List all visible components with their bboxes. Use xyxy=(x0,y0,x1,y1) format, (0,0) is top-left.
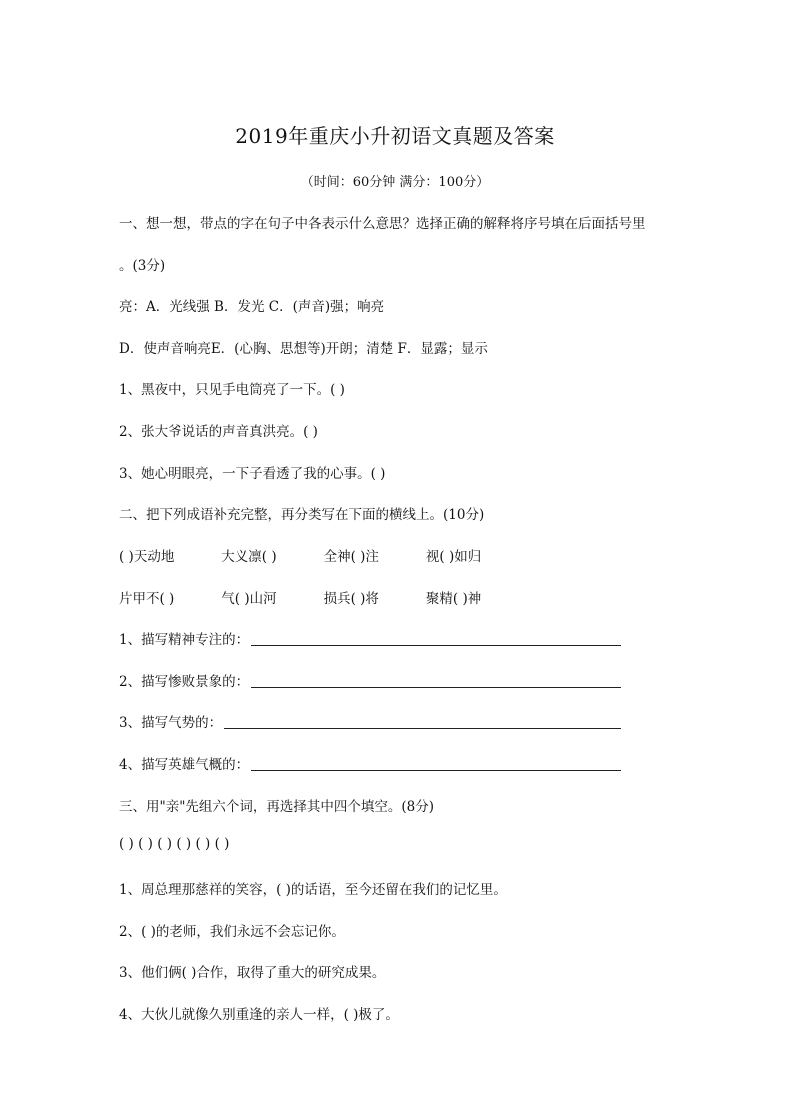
fill-line-2 xyxy=(119,670,621,690)
fill-line-3 xyxy=(119,711,621,731)
section2-heading: 二、把下列成语补充完整，再分类写在下面的横线上。(10分) xyxy=(119,507,485,523)
fill-label: 2、描写惨败景象的： xyxy=(119,674,250,690)
answer-line xyxy=(251,687,621,688)
answer-line xyxy=(224,728,621,729)
section1-heading: 一、想一想，带点的字在句子中各表示什么意思？选择正确的解释将序号填在后面括号里 xyxy=(119,216,646,232)
idiom-item: 视( )如归 xyxy=(425,549,482,565)
section3-question-2: 2、( )的老师，我们永远不会忘记你。 xyxy=(119,924,345,940)
idiom-item: 损兵( )将 xyxy=(323,591,379,607)
idiom-item: 片甲不( ) xyxy=(119,591,175,607)
section3-question-4: 4、大伙儿就像久别重逢的亲人一样，( )极了。 xyxy=(119,1007,399,1023)
page-title: 2019年重庆小升初语文真题及答案 xyxy=(235,124,555,148)
word-blanks: ( ) ( ) ( ) ( ) ( ) ( ) xyxy=(119,836,230,852)
idiom-item: ( )天动地 xyxy=(119,549,175,565)
answer-line xyxy=(251,645,621,646)
idiom-item: 聚精( )神 xyxy=(425,591,482,607)
fill-line-1 xyxy=(119,628,621,648)
section1-question-3: 3、她心明眼亮，一下子看透了我的心事。( ) xyxy=(119,466,386,482)
section3-question-1: 1、周总理那慈祥的笑容，( )的话语，至今还留在我们的记忆里。 xyxy=(119,882,507,898)
fill-line-4 xyxy=(119,753,621,773)
answer-line xyxy=(251,770,621,771)
idiom-item: 大义凛( ) xyxy=(221,549,277,565)
fill-label: 4、描写英雄气概的： xyxy=(119,757,250,773)
idiom-row-1 xyxy=(119,545,524,565)
section3-heading: 三、用"亲"先组六个词，再选择其中四个填空。(8分) xyxy=(119,799,435,815)
idiom-item: 全神( )注 xyxy=(323,549,379,565)
section1-question-1: 1、黑夜中，只见手电筒亮了一下。( ) xyxy=(119,382,345,398)
section1-heading-cont: 。(3分) xyxy=(119,258,166,274)
options-line-2: D．使声音响亮E．(心胸、思想等)开朗；清楚 F．显露；显示 xyxy=(119,341,488,357)
section3-question-3: 3、他们俩( )合作，取得了重大的研究成果。 xyxy=(119,965,386,981)
exam-info: （时间：60分钟 满分：100分） xyxy=(300,175,490,190)
options-line-1: 亮：A．光线强 B．发光 C．(声音)强；响亮 xyxy=(119,299,385,315)
fill-label: 1、描写精神专注的： xyxy=(119,632,250,648)
idiom-row-2 xyxy=(119,587,524,607)
idiom-item: 气( )山河 xyxy=(221,591,277,607)
section1-question-2: 2、张大爷说话的声音真洪亮。( ) xyxy=(119,424,318,440)
fill-label: 3、描写气势的： xyxy=(119,715,223,731)
